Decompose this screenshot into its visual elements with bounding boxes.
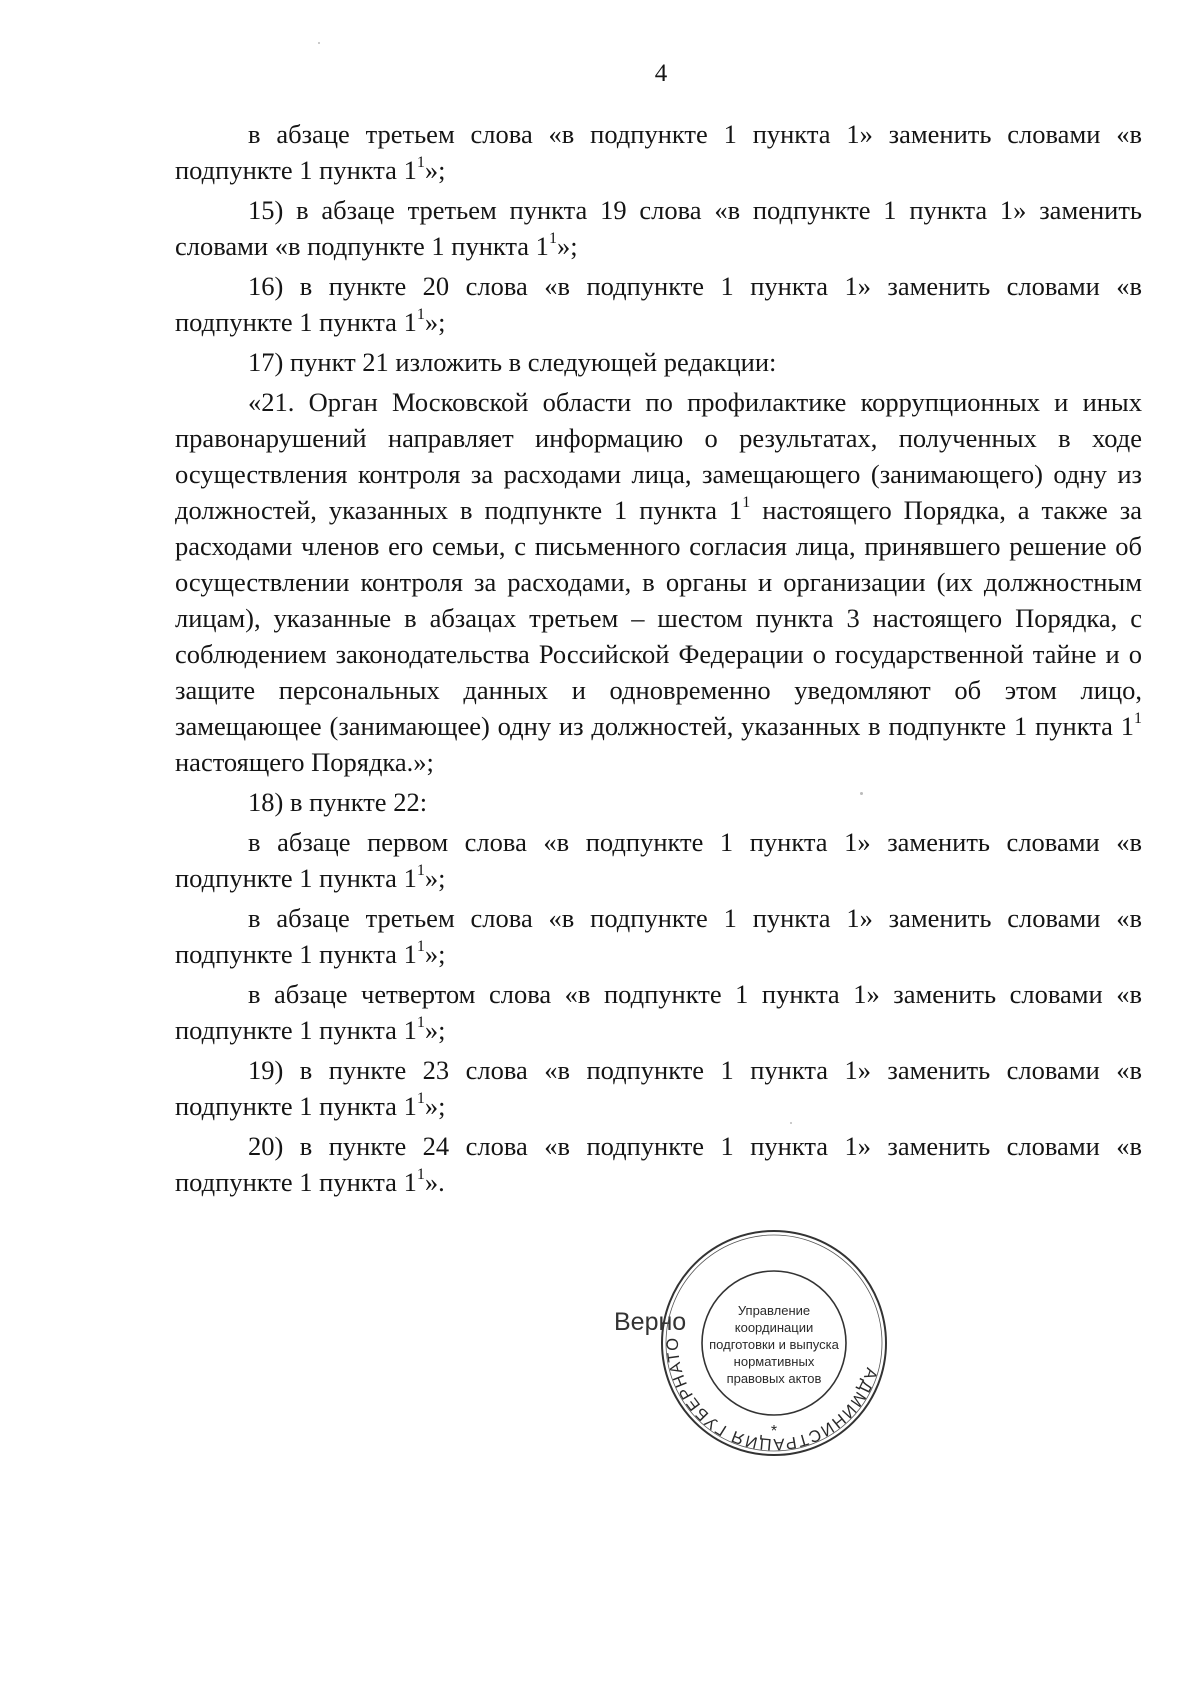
seal-inner-text: Управление координации подготовки и выпуска нормативных правовых актов bbox=[709, 1303, 839, 1386]
official-seal-stamp bbox=[658, 1227, 890, 1459]
paragraph-19: 19) в пункте 23 слова «в подпункте 1 пункта 1» заменить словами «в подпункте 1 пункта $1^1$»; bbox=[175, 1055, 1142, 1121]
document-body bbox=[175, 116, 1142, 1204]
seal-graphic bbox=[658, 1227, 890, 1459]
page-number: 4 bbox=[654, 60, 668, 87]
paragraph-18-abzac-1: в абзаце первом слова «в подпункте 1 пункта 1» заменить словами «в подпункте 1 пункта $1^1$»; bbox=[175, 827, 1142, 893]
scan-speck bbox=[318, 42, 320, 44]
paragraph-18: 18) в пункте 22: bbox=[248, 787, 428, 817]
paragraph-1: в абзаце третьем слова «в подпункте 1 пункта 1» заменить словами «в подпункте 1 пункта $1^1$»; bbox=[175, 119, 1142, 185]
paragraph-18-abzac-4: в абзаце четвертом слова «в подпункте 1 пункта 1» заменить словами «в подпункте 1 пункта $1^1$»; bbox=[175, 979, 1142, 1045]
scan-speck bbox=[790, 1122, 792, 1124]
scan-speck bbox=[860, 792, 863, 795]
paragraph-16: 16) в пункте 20 слова «в подпункте 1 пункта 1» заменить словами «в подпункте 1 пункта $1^1$»; bbox=[175, 271, 1142, 337]
paragraph-17: 17) пункт 21 изложить в следующей редакции: bbox=[248, 347, 777, 377]
seal-outer-text: АДМИНИСТРАЦИЯ ГУБЕРНАТО bbox=[663, 1336, 881, 1454]
seal-star: * bbox=[770, 1423, 778, 1440]
paragraph-21-text: «21. Орган Московской области по профилактике коррупционных и иных правонарушений направляет информацию о результатах, полученных в ходе осуществления контроля за расходами лица, замещающего (занимающего) одну из должностей, указанных в подпункте 1 пункта $1^1$ настоящего Порядка, а также за расходами членов его семьи, с письменного согласия лица, принявшего решение об осуществлении контроля за расходами, в органы и организации (их должностным лицам), указанные в абзацах третьем – шестом пункта 3 настоящего Порядка, с соблюдением законодательства Российской Федерации о государственной тайне и о защите персональных данных и одновременно уведомляют об этом лицо, замещающее (занимающее) одну из должностей, указанных в подпункте 1 пункта $1^1$ настоящего Порядка.»; bbox=[175, 387, 1142, 777]
paragraph-15: 15) в абзаце третьем пункта 19 слова «в подпункте 1 пункта 1» заменить словами «в подпункте 1 пункта $1^1$»; bbox=[175, 195, 1142, 261]
paragraph-20: 20) в пункте 24 слова «в подпункте 1 пункта 1» заменить словами «в подпункте 1 пункта $1^1$». bbox=[175, 1131, 1142, 1197]
verno-label: Верно bbox=[614, 1308, 687, 1336]
paragraph-18-abzac-3: в абзаце третьем слова «в подпункте 1 пункта 1» заменить словами «в подпункте 1 пункта $1^1$»; bbox=[175, 903, 1142, 969]
